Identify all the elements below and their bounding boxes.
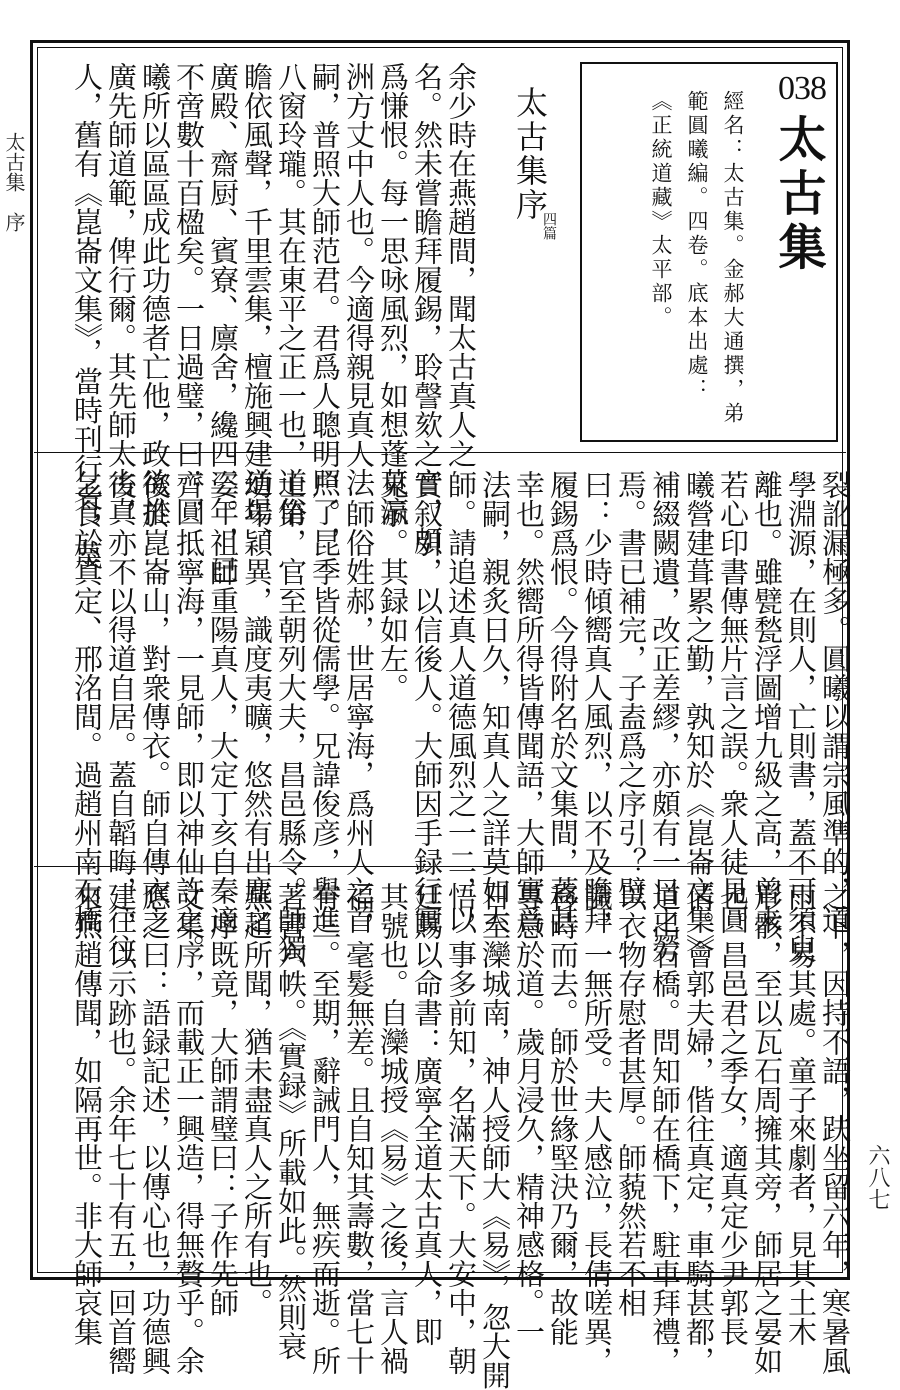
text-column: 師俗姓郝，世居寧海，爲州人之首 — [342, 470, 376, 934]
text-column: 學淵源，在則人，亡則書，蓋不可須臾 — [784, 470, 818, 963]
text-column: 履錫爲恨。今得附名於文集間，蓋甚 — [546, 470, 580, 934]
text-column: 實叙引，以信後人。大師因手録行實 — [410, 470, 444, 934]
text-column: 補綴闕遺，改正差繆，亦頗有一日之勞 — [648, 470, 682, 963]
page-number: 六八七 — [865, 1144, 890, 1210]
text-column: 師。請追述真人道德風烈之一二，以 — [444, 470, 478, 934]
text-column: 曰：少時傾嚮真人風烈，以不及瞻拜 — [580, 470, 614, 934]
text-column: 後，亦不以得道自居。蓋自韜晦，往往 — [104, 470, 138, 963]
text-column: 廷賜以命書：廣寧全道太古真人，即 — [410, 882, 444, 1346]
scripture-info-line: 範圓曦編。四卷。底本出處： — [685, 90, 709, 402]
scripture-info-line: 《正統道藏》太平部。 — [649, 90, 673, 330]
scripture-name: 太古集 — [770, 114, 826, 276]
text-column: 有三。至期，辭誡門人，無疾而逝。所 — [308, 882, 342, 1375]
text-column: 曦所以區區成此功德者亡他，政欲推 — [138, 62, 172, 526]
text-column: 建，以示跡也。余年七十有五，回首嚮 — [104, 882, 138, 1375]
text-column: 以衣物存慰者甚厚。師藐然若不相 — [614, 882, 648, 1317]
text-column: 倩。會郭夫婦，偕往真定，車騎甚都， — [682, 882, 716, 1375]
text-column: 裂訛漏極多。圓曦以謂宗風準的，道 — [818, 470, 852, 934]
scripture-info-line: 經名：太古集。金郝大通撰，弟 — [721, 90, 745, 426]
text-column: 不啻數十百楹矣。一日過璧，曰：圓 — [172, 62, 206, 526]
text-column: 雨不易其處。童子來劇者，見其土木 — [784, 882, 818, 1346]
text-column: 之下，因持不語，趺坐留六年，寒暑風 — [818, 882, 852, 1375]
text-column: 識，一無所受。夫人感泣，長倩嗟異， — [580, 882, 614, 1375]
text-column: 其號也。自灤城授《易》之後，言人禍 — [376, 882, 410, 1375]
text-column: 來燕趙傳聞，如隔再世。非大師哀集 — [70, 882, 104, 1346]
text-column: 洲方丈中人也。今適得親見真人法 — [342, 62, 376, 497]
text-column: 形骸，至以瓦石周擁其旁，師居之晏如 — [750, 882, 784, 1375]
preface-title: 太古集序 — [511, 86, 549, 222]
text-column: 法嗣，親炙日久，知真人之詳莫如大 — [478, 470, 512, 934]
text-column: 名。然未嘗瞻拜履錫，聆謦欬之音，頗 — [410, 62, 444, 555]
text-column: 福，毫髮無差。且自知其壽數，當七十 — [342, 882, 376, 1375]
text-column: 著書六帙。《實録》所載如此。然則衰 — [274, 882, 308, 1361]
text-column: 爲慊恨。每一思咏風烈，如想蓬萊瀛 — [376, 62, 410, 526]
text-column: 齊，抵寧海，一見師，即以神仙許之。 — [172, 470, 206, 963]
text-column: 文集序，而載正一興造，得無贅乎。余 — [172, 882, 206, 1375]
scripture-number: 038 — [778, 70, 826, 107]
scripture-info-box — [580, 62, 838, 442]
text-column: 余少時在燕趙間，聞太古真人之 — [444, 62, 478, 468]
text-column: 幼年穎異，識度夷曠，悠然有出塵之 — [240, 470, 274, 934]
text-column: 廣先師道範，俾行爾。其先師太古真 — [104, 62, 138, 526]
text-column: 瞻依風聲，千里雲集，檀施興建道場、 — [240, 62, 274, 555]
text-column: 見示。其録如左。 — [376, 470, 410, 702]
text-column: 廣殿、齋厨、賓寮、廪舍，纔四三年，已 — [206, 62, 240, 584]
text-column: 户。昆季皆從儒學。兄諱俊彦，舉進 — [308, 470, 342, 934]
text-column: 姿。祖師重陽真人，大定丁亥自秦適 — [206, 470, 240, 934]
running-head-left: 太古集 序 — [2, 132, 26, 232]
preface-title-note: 四篇 — [541, 212, 557, 240]
text-column: 人，舊有《崑崙文集》，當時刊行者，蔑 — [70, 62, 104, 570]
text-column: 專意於道。歲月浸久，精神感格。一 — [512, 882, 546, 1346]
text-column: 日至灤城南，神人授師大《易》，忽大開 — [478, 882, 512, 1390]
text-column: 士第，官至朝列大夫，昌邑縣令。師獨 — [274, 470, 308, 963]
text-column: 悟，事多前知，名滿天下。大安中，朝 — [444, 882, 478, 1375]
text-column: 幸也。然嚮所得皆傳聞語，大師實爲 — [512, 470, 546, 934]
text-column: 道出石橋。問知師在橋下，駐車拜禮， — [648, 882, 682, 1375]
text-column: 八窗玲瓏。其在東平之正一也，道俗 — [274, 62, 308, 526]
text-column: 燕趙所聞，猶未盡真人之所有也。 — [240, 882, 274, 1317]
text-column: 應之曰：語録記述，以傳心也，功德興 — [138, 882, 172, 1375]
text-column: 離也。雖甓甃浮圖增九級之高，曾未 — [750, 470, 784, 934]
text-column: 序既竟，大師謂璧曰：子作先師 — [206, 882, 240, 1317]
text-column: 乞食於真定、邢洺間。過趙州南石橋 — [70, 470, 104, 934]
text-column: 也。昌邑君之季女，適真定少尹郭長 — [716, 882, 750, 1346]
text-column: 嗣，普照大師范君。君爲人聰明照了， — [308, 62, 342, 555]
text-column: 焉。書已補完，子盍爲之序引？璧 — [614, 470, 648, 905]
text-column: 後於崑崙山，對衆傳衣。師自傳衣之 — [138, 470, 172, 934]
text-column: 若心印書傳無片言之誤。衆人徒見圓 — [716, 470, 750, 934]
text-column: 移時而去。師於世緣堅決乃爾，故能 — [546, 882, 580, 1346]
text-column: 曦營建葺累之勤，孰知於《崑崙文集》 — [682, 470, 716, 963]
